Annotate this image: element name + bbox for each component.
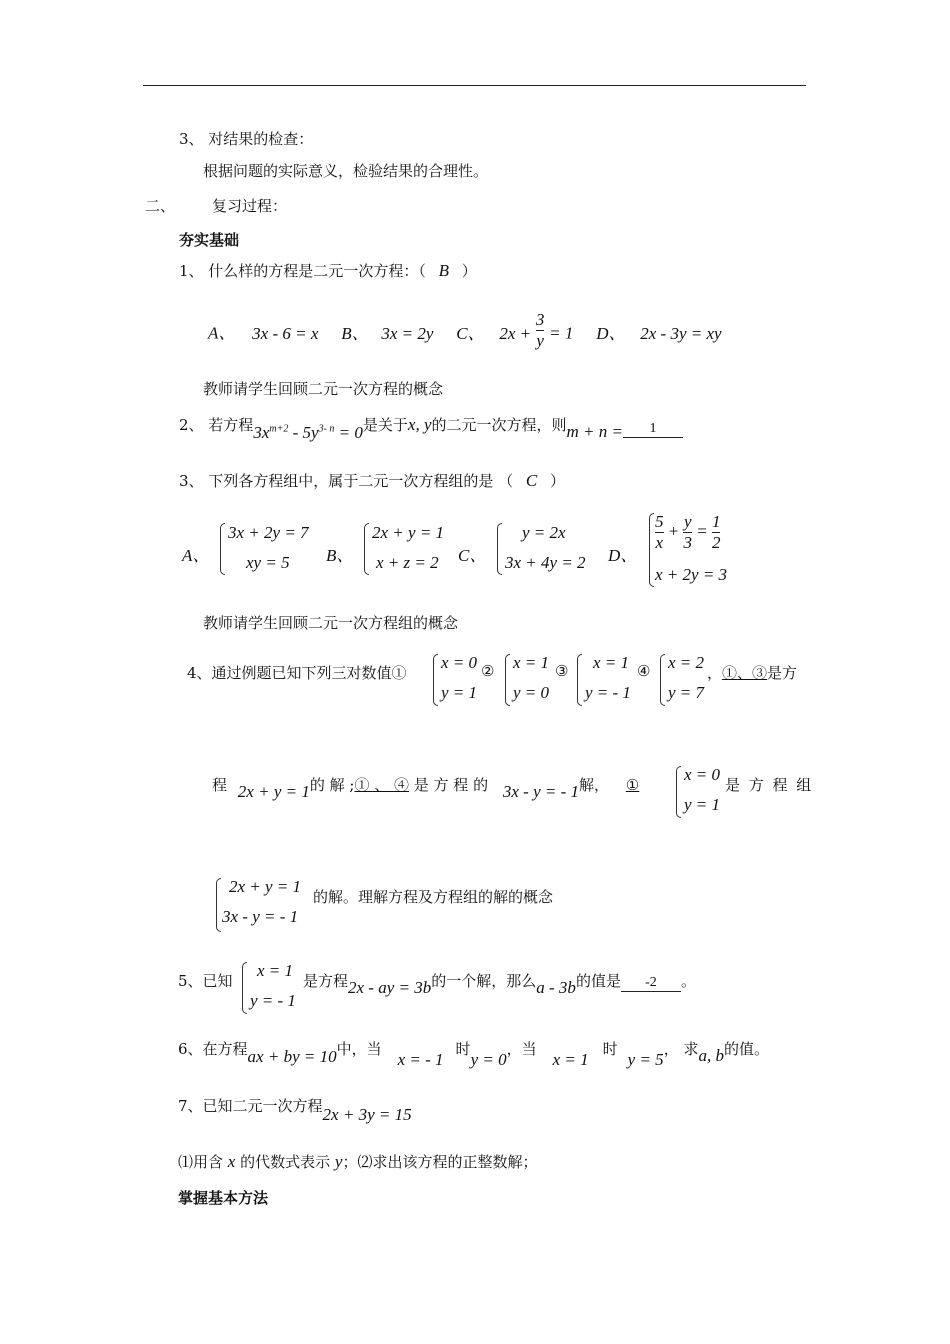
q6-eq: ax + by = 10 [247,1047,337,1066]
q2-eq-b: - 5y [288,423,319,442]
q5-s1: x = 1 [257,961,294,980]
q5-expr: a - 3b [536,978,576,997]
q3-D-num2: y [683,512,692,531]
q3-D-num3: 1 [711,512,721,531]
heading-base: 夯实基础 [179,231,240,249]
q4-p1a: x = 0 [441,653,478,672]
q4-answer2: ① 、 ④ [354,776,409,794]
q1-optC-label: C、 [456,323,485,343]
q1-answer: B [438,261,449,280]
q4-l2-end: 是 方 程 组 [725,776,814,794]
q7-line [178,1095,412,1124]
q3-A-eq2: xy = 5 [246,553,290,572]
q4-l2-shi: 是 方 程 的 [413,776,489,794]
q4-pre: 4、通过例题已知下列三对数值① [187,664,407,682]
q4-l2-de: 的 解 ; [309,776,355,794]
q1-optC-den: y [536,331,544,350]
q1-optD: 2x - 3y = xy [640,323,722,343]
q4-c3: ③ [555,662,569,680]
q1-optD-label: D、 [596,323,626,343]
q4-p1b: y = 1 [441,683,478,702]
q4-p3b: y = - 1 [585,683,631,702]
q5-s2: y = - 1 [250,991,296,1010]
q4-l3-eq1: 2x + y = 1 [229,877,302,896]
q7-sub [178,1151,537,1172]
q1-options [208,310,722,351]
q7-sub-p2: 的代数式表示 [240,1153,331,1171]
q1-optB-label: B、 [341,323,369,343]
q3-D-den1: x [655,533,664,552]
q4-l2-sys1: x = 0 [684,765,721,784]
q2-vars: x, y [407,415,432,434]
q3-C-eq1: y = 2x [522,523,566,542]
q2-expr: m + n = [566,422,623,441]
q1-optA-label: A、 [208,323,236,343]
q7-pre: 7、已知二元一次方程 [178,1097,323,1115]
q2-mid: 是关于 [362,416,408,434]
q5-brace [242,962,247,1014]
q2-eq-a: 3x [253,423,270,442]
q1-line [179,260,477,281]
q3-D-label: D、 [608,546,638,565]
q3-D-plus: + [667,521,680,541]
q5-mid: 是方程 [303,972,349,990]
q5-mid2: 的一个解，那么 [431,972,537,990]
q3-A-brace [220,523,225,575]
q3-D-den2: 3 [683,533,692,552]
q2-pre: 2、 若方程 [179,416,254,434]
q1-optB: 3x = 2y [381,323,434,343]
heading-method: 掌握基本方法 [178,1189,269,1207]
q2-eq-c: = 0 [334,423,363,442]
q4-p1-brace [433,654,438,706]
q3-C-eq2: 3x + 4y = 2 [505,553,586,572]
q4-l2-eq2: 3x - y = - 1 [502,782,579,801]
q6-c4: y = 5 [627,1050,664,1069]
q4-p4-brace [660,654,665,706]
q1-optC-pre: 2x + [499,323,532,343]
q3-C-label: C、 [458,546,487,565]
q3-A-label: A、 [182,546,210,565]
q4-answer3: ① [625,776,640,794]
section3-text: 根据问题的实际意义，检验结果的合理性。 [203,162,489,180]
q7-sub-p1: ⑴用含 [178,1153,224,1171]
q4-shi: 是方 [767,664,798,682]
q3-D-num1: 5 [655,512,664,531]
q6-c3: x = 1 [552,1050,589,1069]
q4-l2-brace [676,766,681,818]
q1-optC-fraction [536,310,545,351]
q1-optC-post: = 1 [549,323,574,343]
q3-D-den3: 2 [711,533,721,552]
q7-eq: 2x + 3y = 15 [322,1105,412,1124]
teacher-note-2: 教师请学生回顾二元一次方程组的概念 [203,614,459,632]
q2-line [179,414,683,442]
q3-B-brace [364,523,369,575]
q2-eq-b-sup: 3- n [318,423,335,435]
q1-optC-num: 3 [535,310,545,329]
q7-sub-p3: ；⑵求出该方程的正整数解； [342,1153,538,1171]
q3-B-eq2: x + z = 2 [376,553,439,572]
q3-line [179,470,565,491]
q3-D-equals: = [696,521,708,541]
q4-p2b: y = 0 [513,683,550,702]
q6-t2: 时 [455,1040,471,1058]
q4-line2 [212,774,640,801]
q4-l2-cheng: 程 [212,776,228,794]
q6-t5: ， 求 [663,1040,699,1058]
q6-pre: 6、在方程 [178,1040,248,1058]
q3-D-eq2: x + 2y = 3 [655,565,728,584]
header-rule [143,85,806,86]
q3-text: 3、 下列各方程组中，属于二元一次方程组的是 （ [179,472,514,490]
q3-close: ） [550,472,566,490]
q4-l2-sys2: y = 1 [684,795,721,814]
q6-line [178,1038,769,1069]
q4-l2-jie: 解， [579,776,610,794]
q4-p3a: x = 1 [593,653,630,672]
section2-number: 二、 [145,197,176,215]
q3-D-brace [649,513,654,587]
q4-p2a: x = 1 [513,653,550,672]
q5-line [303,970,696,997]
q3-answer: C [525,471,538,490]
q1-close: ） [461,262,477,280]
q6-t6: 的值。 [723,1040,769,1058]
q1-optA: 3x - 6 = x [252,323,319,343]
q3-A-eq1: 3x + 2y = 7 [228,523,309,542]
q5-eq: 2x - ay = 3b [348,978,432,997]
q7-sub-x: x [227,1152,236,1171]
q4-answer1: ①、③ [722,664,768,682]
q2-eq-a-sup: m+2 [269,423,289,435]
q4-p4b: y = 7 [668,683,705,702]
q6-t3: ，当 [506,1040,537,1058]
q4-comma: ， [707,664,723,682]
q1-text: 1、 什么样的方程是二元一次方程：（ [179,262,426,280]
q3-C-brace [497,523,502,575]
q4-c2: ② [481,662,495,680]
q4-l2-eq1: 2x + y = 1 [237,782,310,801]
q4-l3-text: 的解。理解方程及方程组的解的概念 [313,888,554,906]
q2-answer: 1 [623,421,683,438]
q4-l3-brace [216,878,221,932]
q4-p3-brace [577,654,582,706]
q7-sub-y: y [334,1152,343,1171]
q6-c2: y = 0 [470,1050,507,1069]
q3-B-eq1: 2x + y = 1 [372,523,445,542]
q3-B-label: B、 [326,546,354,565]
q6-vars: a, b [698,1046,724,1065]
section3-title: 3、 对结果的检查： [179,130,314,148]
q6-t4: 时 [602,1040,618,1058]
q5-answer: -2 [621,975,681,992]
q4-line1-end [707,662,797,683]
q2-mid2: 的二元一次方程，则 [431,416,567,434]
q4-p4a: x = 2 [668,653,705,672]
q6-t1: 中，当 [336,1040,382,1058]
q4-p2-brace [505,654,510,706]
q5-pre: 5、已知 [178,972,233,990]
teacher-note-1: 教师请学生回顾二元一次方程的概念 [203,380,444,398]
q6-c1: x = - 1 [397,1050,444,1069]
q3-D-eq1 [655,512,720,553]
q4-c4: ④ [637,662,651,680]
section2-title: 复习过程： [212,197,288,215]
q5-mid3: 的值是 [575,972,621,990]
q5-end: 。 [680,972,696,990]
q4-l3-eq2: 3x - y = - 1 [222,907,299,926]
